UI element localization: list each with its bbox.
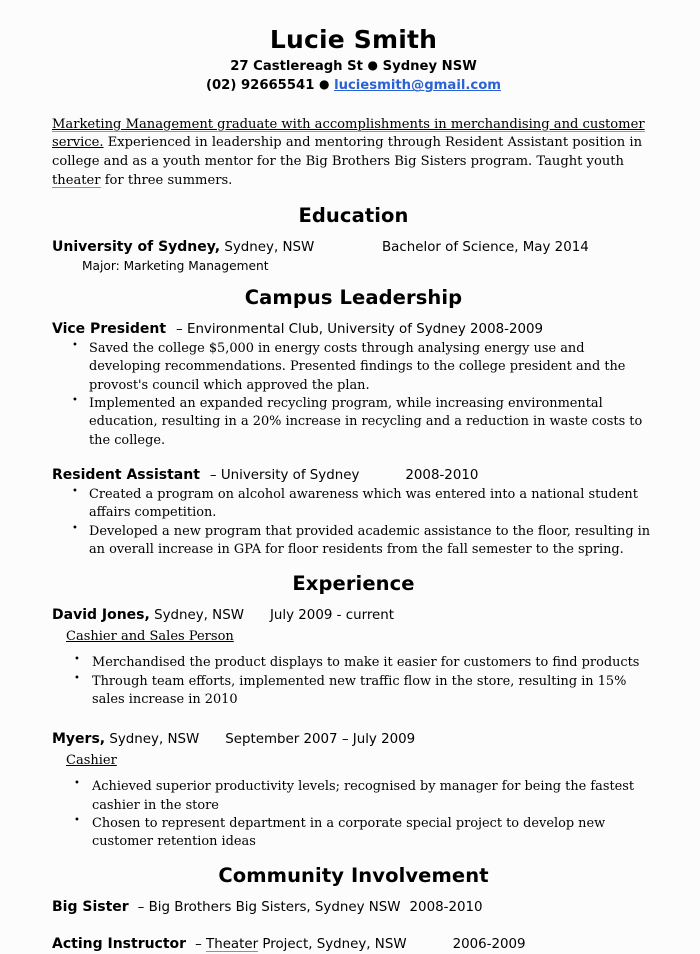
community-detail-prefix: – [195,936,207,952]
list-item: • Chosen to represent department in a corporate special project to develop new customer retention ideas [52,815,655,852]
community-detail: – Big Brothers Big Sisters, Sydney NSW [137,899,401,915]
city-state: Sydney NSW [382,59,477,75]
education-entry [52,238,655,273]
list-item: • Through team efforts, implemented new traffic flow in the store, resulting in 15% sales increase in 2010 [52,673,655,710]
job-title: Cashier and Sales Person [66,629,234,645]
community-entry-acting-instructor [52,935,655,954]
summary-body-part1: Experienced in leadership and mentoring through Resident Assistant position in college and as a youth mentor for the Big Brothers Big Sisters program. Taught youth [52,135,642,170]
community-role: Big Sister [52,898,129,915]
list-item: • Developed a new program that provided academic assistance to the floor, resulting in an overall increase in GPA for floor residents from the fall semester to the spring. [52,523,655,560]
summary-lead-sentence: Marketing Management graduate with accomplishments in merchandising and customer service. [52,116,645,151]
experience-entry-myers [52,730,655,851]
leadership-entry-resident-assistant [52,466,655,559]
section-heading-campus-leadership: Campus Leadership [244,286,463,309]
school-location: Sydney, NSW [220,239,315,255]
contact-phone-email-line [52,76,655,95]
bullet-separator-icon: ● [318,77,330,92]
list-item: • Achieved superior productivity levels; recognised by manager for being the fastest cashier in the store [52,778,655,815]
community-detail-suffix: Project, Sydney, NSW [258,936,407,952]
employer-location: Sydney, NSW [149,608,244,624]
phone-number: (02) 92665541 [205,78,315,94]
list-item: • Saved the college $5,000 in energy costs through analysing energy use and developing recommendations. Presented findings to the college president and the provost's council which approved the plan. [52,340,655,395]
experience-employer-line [52,730,655,749]
list-item: • Created a program on alcohol awareness which was entered into a national student affairs competition. [52,486,655,523]
list-item: • Merchandised the product displays to make it easier for customers to find products [52,654,655,672]
leadership-bullet-list [52,486,655,559]
section-heading-community-involvement: Community Involvement [218,863,489,887]
summary-misspelled-word: theater [52,173,101,189]
school-name: University of Sydney, [52,238,221,255]
job-title: Cashier [66,753,117,769]
leadership-detail: – Environmental Club, University of Sydney 2008-2009 [176,322,544,337]
experience-employer-line [52,606,655,625]
leadership-title-line [52,466,655,485]
employer-location: Sydney, NSW [105,732,200,748]
leadership-title-line [52,320,655,339]
bullet-separator-icon: ● [367,58,379,73]
email-link[interactable]: luciesmith@gmail.com [334,78,501,94]
community-dates: 2006-2009 [452,936,526,952]
community-entry-big-sister [52,898,655,917]
experience-entry-david-jones [52,606,655,709]
profile-summary [52,116,655,191]
education-major: Major: Marketing Management [82,259,269,273]
employment-dates: July 2009 - current [269,608,395,624]
experience-bullet-list [52,778,655,851]
employer-name: Myers, [52,731,106,748]
section-heading-experience: Experience [292,572,415,596]
community-role: Acting Instructor [52,935,187,952]
list-item: • Implemented an expanded recycling program, while increasing environmental education, resulting in a 20% increase in recycling and a reduction in waste costs to the college. [52,395,655,450]
leadership-dates: 2008-2010 [405,467,479,483]
leadership-entry-vice-president [52,320,655,450]
employer-name: David Jones, [52,607,150,624]
leadership-detail: – University of Sydney [209,467,360,483]
employment-dates: September 2007 – July 2009 [225,732,416,748]
summary-body-part2: for three summers. [100,173,233,189]
education-degree: Bachelor of Science, May 2014 [382,239,589,255]
candidate-name: Lucie Smith [269,25,438,54]
education-school-line [52,238,382,257]
leadership-role: Resident Assistant [52,466,200,483]
section-heading-education: Education [298,203,409,227]
contact-address-line [52,57,655,76]
leadership-bullet-list [52,340,655,450]
community-misspelled-word: Theater [206,936,259,952]
experience-bullet-list [52,654,655,709]
leadership-role: Vice President [52,321,167,337]
street-address: 27 Castlereagh St [230,59,363,75]
community-dates: 2008-2010 [409,899,483,915]
